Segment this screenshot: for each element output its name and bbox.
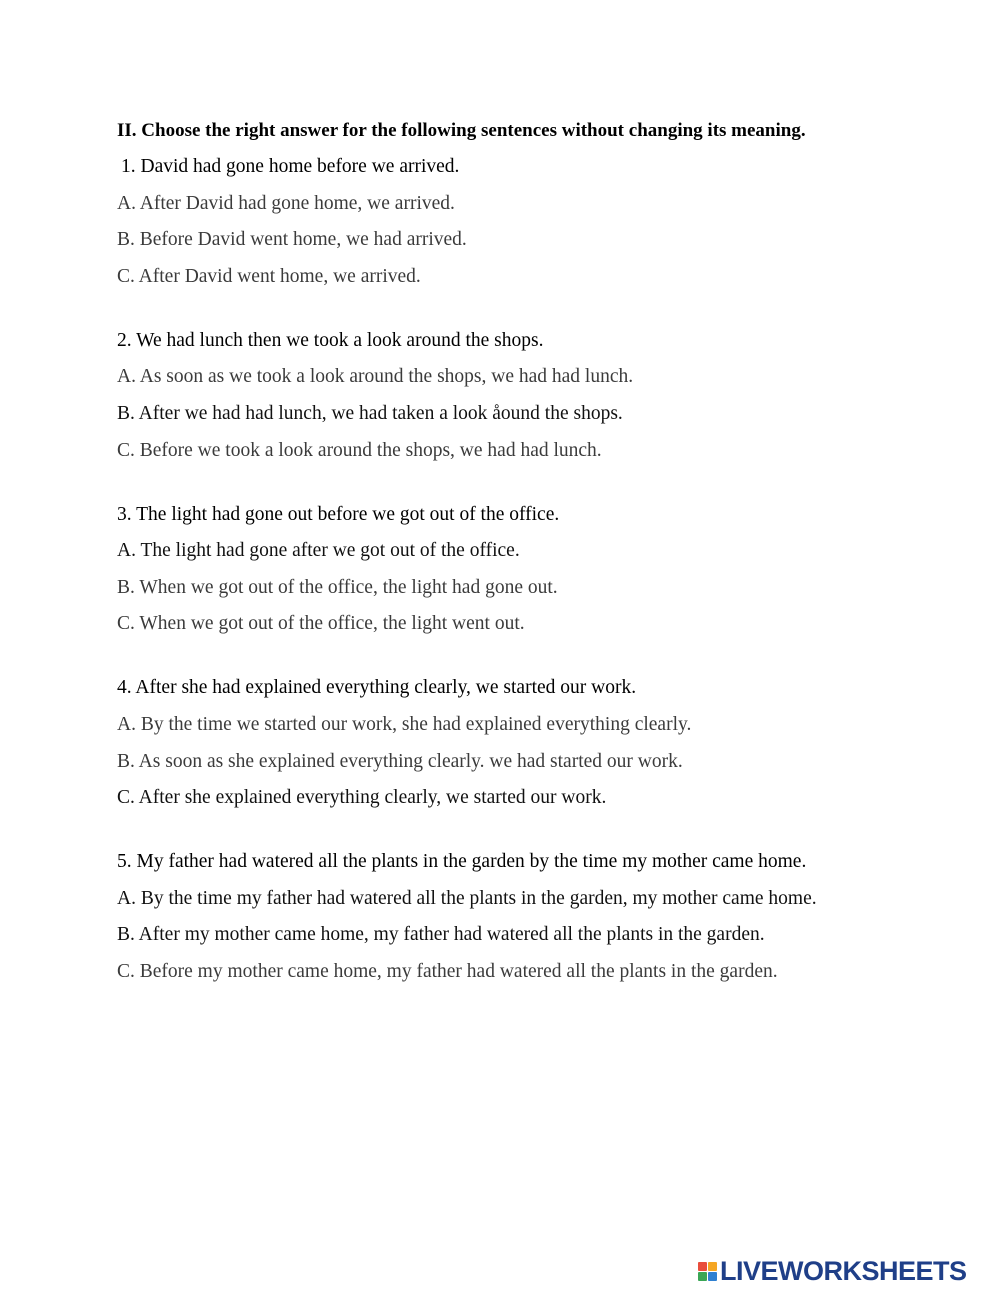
option-b[interactable]: B. Before David went home, we had arrived. — [117, 229, 467, 251]
logo-blocks-icon — [698, 1262, 717, 1281]
question-5 — [117, 848, 917, 986]
option-c[interactable]: C. Before we took a look around the shops, we had had lunch. — [117, 439, 602, 461]
logo-block-icon — [698, 1272, 707, 1281]
logo-block-icon — [708, 1272, 717, 1281]
liveworksheets-logo — [698, 1256, 967, 1286]
question-4 — [117, 674, 917, 812]
question-stem: 5. My father had watered all the plants in the garden by the time my mother came home. — [117, 851, 807, 873]
option-a[interactable]: A. As soon as we took a look around the shops, we had had lunch. — [117, 366, 634, 388]
question-stem: 1. David had gone home before we arrived. — [121, 156, 460, 177]
question-1 — [117, 153, 917, 291]
option-b[interactable]: B. As soon as she explained everything clearly. we had started our work. — [117, 750, 683, 772]
option-c[interactable]: C. When we got out of the office, the light went out. — [117, 613, 525, 635]
option-b[interactable]: B. After we had had lunch, we had taken a look åound the shops. — [117, 402, 623, 424]
option-a[interactable]: A. By the time we started our work, she had explained everything clearly. — [117, 713, 692, 735]
logo-text: LIVEWORKSHEETS — [720, 1256, 967, 1286]
question-2 — [117, 327, 917, 465]
logo-block-icon — [698, 1262, 707, 1271]
option-a[interactable]: A. The light had gone after we got out of the office. — [117, 540, 520, 562]
option-c[interactable]: C. Before my mother came home, my father had watered all the plants in the garden. — [117, 960, 778, 982]
worksheet — [117, 117, 917, 1022]
option-a[interactable]: A. By the time my father had watered all the plants in the garden, my mother came home. — [117, 887, 817, 909]
option-c[interactable]: C. After David went home, we arrived. — [117, 265, 421, 287]
question-stem: 2. We had lunch then we took a look around the shops. — [117, 329, 544, 351]
logo-block-icon — [708, 1262, 717, 1271]
instruction-heading: II. Choose the right answer for the following sentences without changing its meaning. — [117, 120, 806, 141]
option-a[interactable]: A. After David had gone home, we arrived. — [117, 192, 455, 214]
question-stem: 3. The light had gone out before we got out of the office. — [117, 503, 560, 525]
question-3 — [117, 501, 917, 639]
option-c[interactable]: C. After she explained everything clearly, we started our work. — [117, 787, 607, 809]
option-b[interactable]: B. When we got out of the office, the light had gone out. — [117, 576, 558, 598]
option-b[interactable]: B. After my mother came home, my father had watered all the plants in the garden. — [117, 924, 765, 946]
question-stem: 4. After she had explained everything clearly, we started our work. — [117, 677, 637, 699]
